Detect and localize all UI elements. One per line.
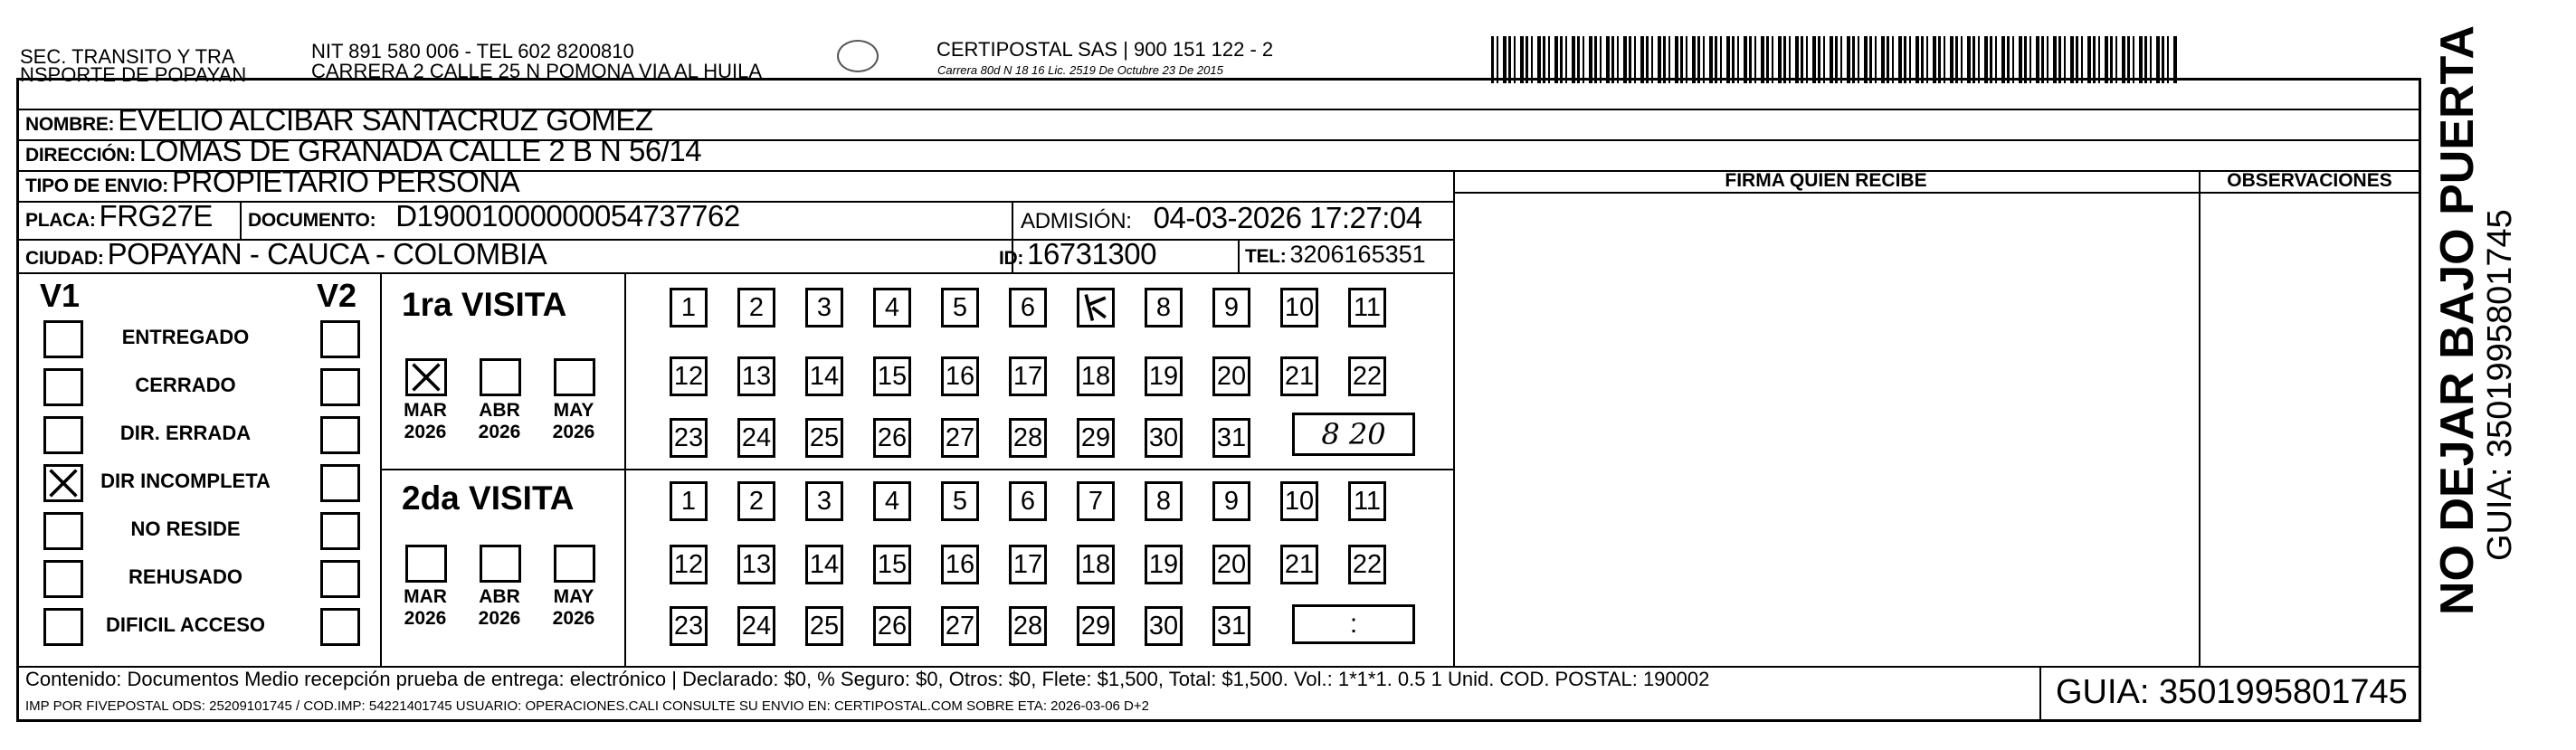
visit2-month-checkbox[interactable] <box>405 545 447 583</box>
visit2-day-box[interactable]: 25 <box>805 606 843 646</box>
status-option-label: DIR. ERRADA <box>119 422 252 444</box>
nombre-value: EVELIO ALCIBAR SANTACRUZ GOMEZ <box>118 103 653 137</box>
visit1-day-box[interactable]: 18 <box>1077 356 1115 396</box>
visit1-day-box[interactable]: 21 <box>1280 356 1318 396</box>
visit1-day-box[interactable]: 23 <box>670 418 708 458</box>
month-name: MAR <box>404 400 447 421</box>
status-option-label: ENTREGADO <box>121 326 250 348</box>
visit1-month-label <box>398 400 452 443</box>
v1-checkbox[interactable] <box>43 320 83 358</box>
id-label: ID: <box>999 248 1024 269</box>
documento-label: DOCUMENTO: <box>248 210 376 231</box>
visit1-title: 1ra VISITA <box>402 286 567 323</box>
status-option-label: REHUSADO <box>128 565 242 588</box>
visit2-day-box[interactable]: 4 <box>873 481 911 521</box>
visit2-day-box[interactable]: 14 <box>805 545 843 584</box>
visit2-title: 2da VISITA <box>402 479 575 517</box>
month-year: 2026 <box>404 608 447 629</box>
row-id <box>999 237 1156 271</box>
documento-value: D19001000000054737762 <box>395 199 740 233</box>
month-year: 2026 <box>478 608 521 629</box>
v2-checkbox[interactable] <box>320 320 360 358</box>
visit1-day-box[interactable]: 29 <box>1077 418 1115 458</box>
v2-checkbox[interactable] <box>320 512 360 550</box>
status-option-label: CERRADO <box>135 374 236 396</box>
row-placa <box>25 199 213 233</box>
side-guia: GUIA: 3501995801745 <box>2481 209 2519 561</box>
visit2-day-box[interactable]: 11 <box>1348 481 1386 521</box>
visit2-time[interactable]: : <box>1292 604 1415 644</box>
placa-value: FRG27E <box>99 199 213 233</box>
visit2-day-box[interactable]: 2 <box>737 481 775 521</box>
visit1-day-box[interactable]: 9 <box>1212 288 1250 328</box>
month-year: 2026 <box>478 422 521 442</box>
address-line: CARRERA 2 CALLE 25 N POMONA VIA AL HUILA <box>311 60 763 82</box>
visit2-month-checkbox[interactable] <box>480 545 521 583</box>
company-name-line1: SEC. TRANSITO Y TRA <box>20 45 235 68</box>
visit2-month-label <box>472 586 527 630</box>
visit1-day-box[interactable]: 22 <box>1348 356 1386 396</box>
visit2-day-box[interactable]: 22 <box>1348 545 1386 584</box>
v2-checkbox[interactable] <box>320 368 360 406</box>
v1-label: V1 <box>40 277 81 314</box>
v2-checkbox[interactable] <box>320 560 360 598</box>
v2-checkbox[interactable] <box>320 416 360 454</box>
month-year: 2026 <box>552 608 595 629</box>
visit2-day-box[interactable]: 12 <box>670 545 708 584</box>
nit-line: NIT 891 580 006 - TEL 602 8200810 <box>311 40 634 62</box>
visit2-day-box[interactable]: 8 <box>1145 481 1183 521</box>
direccion-value: LOMAS DE GRANADA CALLE 2 B N 56/14 <box>138 134 702 167</box>
status-option-label: DIR INCOMPLETA <box>100 470 271 492</box>
month-name: MAR <box>404 586 447 607</box>
ciudad-label: CIUDAD: <box>25 248 104 269</box>
visit1-day-box[interactable]: 4 <box>873 288 911 328</box>
visit1-day-box[interactable]: 19 <box>1145 356 1183 396</box>
day-mark-icon <box>1079 290 1112 325</box>
visit1-day-box[interactable]: 2 <box>737 288 775 328</box>
month-name: ABR <box>479 400 520 421</box>
placa-label: PLACA: <box>25 210 96 231</box>
visit1-day-box[interactable]: 17 <box>1009 356 1047 396</box>
visit2-day-box[interactable]: 9 <box>1212 481 1250 521</box>
visit1-day-box[interactable]: 16 <box>941 356 979 396</box>
visit2-day-box[interactable]: 29 <box>1077 606 1115 646</box>
visit2-day-box[interactable]: 17 <box>1009 545 1047 584</box>
v1-checkbox[interactable] <box>43 560 83 598</box>
row-admision <box>1021 201 1422 235</box>
status-option-label: DIFICIL ACCESO <box>105 613 265 636</box>
visit2-day-box[interactable]: 21 <box>1280 545 1318 584</box>
direccion-label: DIRECCIÓN: <box>25 145 136 166</box>
admision-value: 04-03-2026 17:27:04 <box>1153 201 1422 234</box>
visit1-day-box[interactable]: 31 <box>1212 418 1250 458</box>
visit2-day-box[interactable]: 30 <box>1145 606 1183 646</box>
observaciones-header: OBSERVACIONES <box>2227 170 2392 191</box>
v2-label: V2 <box>317 277 357 314</box>
visit1-month-checkbox[interactable] <box>554 358 595 396</box>
visit2-day-box[interactable]: 18 <box>1077 545 1115 584</box>
visit1-day-box[interactable]: 27 <box>941 418 979 458</box>
visit1-day-box[interactable]: 15 <box>873 356 911 396</box>
v2-checkbox[interactable] <box>320 464 360 502</box>
visit2-day-box[interactable]: 5 <box>941 481 979 521</box>
month-year: 2026 <box>552 422 595 442</box>
row-direccion <box>25 134 701 168</box>
visit2-month-checkbox[interactable] <box>554 545 595 583</box>
row-documento <box>248 199 740 233</box>
v1-checkbox[interactable] <box>43 368 83 406</box>
status-option-label: NO RESIDE <box>130 517 241 540</box>
nombre-label: NOMBRE: <box>25 114 115 135</box>
visit1-day-box[interactable]: 6 <box>1009 288 1047 328</box>
ciudad-value: POPAYAN - CAUCA - COLOMBIA <box>107 237 547 271</box>
license-line: Carrera 80d N 18 16 Lic. 2519 De Octubre 23 De 2015 <box>937 63 1223 77</box>
v1-checkbox[interactable] <box>43 416 83 454</box>
tipo-label: TIPO DE ENVIO: <box>25 176 168 196</box>
side-warning: NO DEJAR BAJO PUERTA <box>2431 24 2484 615</box>
check-x-icon <box>408 361 444 394</box>
visit1-day-box[interactable]: 5 <box>941 288 979 328</box>
visit1-day-box[interactable]: 11 <box>1348 288 1386 328</box>
visit2-day-box[interactable]: 28 <box>1009 606 1047 646</box>
month-year: 2026 <box>404 422 447 442</box>
month-name: MAY <box>553 400 594 421</box>
tel-value: 3206165351 <box>1289 241 1426 268</box>
company-name-line2: NSPORTE DE POPAYAN <box>20 63 247 86</box>
row-tel <box>1245 241 1426 269</box>
visit1-day-box[interactable]: 30 <box>1145 418 1183 458</box>
v2-checkbox[interactable] <box>320 608 360 646</box>
visit1-month-label <box>472 400 527 443</box>
firma-header: FIRMA QUIEN RECIBE <box>1725 170 1927 191</box>
visit1-month-checkbox[interactable] <box>405 358 447 396</box>
v1-checkbox[interactable] <box>43 512 83 550</box>
visit1-day-box[interactable]: 20 <box>1212 356 1250 396</box>
visit1-day-box[interactable]: 3 <box>805 288 843 328</box>
tel-label: TEL: <box>1245 246 1287 267</box>
footer-contenido: Contenido: Documentos Medio recepción prueba de entrega: electrónico | Declarado: $0, % Seguro: $0, Otros: $0, Flete: $1,500, Total: $1,500. Vol.: 1*1*1. 0.5 1 Unid. COD. POSTAL: 190002 <box>25 668 1710 690</box>
visit2-day-box[interactable]: 24 <box>737 606 775 646</box>
visit2-month-label <box>398 586 452 630</box>
visit1-day-box[interactable]: 25 <box>805 418 843 458</box>
barcode <box>1491 36 2179 83</box>
visit2-month-label <box>547 586 601 630</box>
visit2-day-box[interactable]: 3 <box>805 481 843 521</box>
visit2-day-box[interactable]: 7 <box>1077 481 1115 521</box>
check-x-icon <box>46 467 81 499</box>
carrier-line: CERTIPOSTAL SAS | 900 151 122 - 2 <box>936 38 1274 61</box>
visit1-day-box[interactable]: 28 <box>1009 418 1047 458</box>
month-name: MAY <box>553 586 594 607</box>
tipo-value: PROPIETARIO PERSONA <box>172 165 520 198</box>
visit2-day-box[interactable]: 26 <box>873 606 911 646</box>
visit1-day-box[interactable]: 8 <box>1145 288 1183 328</box>
carrier-logo-icon <box>837 40 879 72</box>
row-tipo <box>25 165 519 199</box>
visit2-day-box[interactable]: 20 <box>1212 545 1250 584</box>
visit1-day-box[interactable]: 14 <box>805 356 843 396</box>
visit1-day-box[interactable]: 1 <box>670 288 708 328</box>
visit1-time[interactable]: 8 20 <box>1292 413 1415 456</box>
visit1-day-box[interactable]: 10 <box>1280 288 1318 328</box>
visit2-day-box[interactable]: 6 <box>1009 481 1047 521</box>
visit2-day-box[interactable]: 16 <box>941 545 979 584</box>
visit1-day-box[interactable]: 12 <box>670 356 708 396</box>
visit2-day-box[interactable]: 19 <box>1145 545 1183 584</box>
visit1-day-box[interactable] <box>1077 288 1115 328</box>
row-nombre <box>25 103 653 138</box>
visit2-day-box[interactable]: 27 <box>941 606 979 646</box>
visit2-day-box[interactable]: 15 <box>873 545 911 584</box>
row-ciudad <box>25 237 547 271</box>
visit2-day-box[interactable]: 31 <box>1212 606 1250 646</box>
visit2-day-box[interactable]: 1 <box>670 481 708 521</box>
visit1-day-box[interactable]: 26 <box>873 418 911 458</box>
visit1-day-box[interactable]: 13 <box>737 356 775 396</box>
visit1-month-label <box>547 400 601 443</box>
month-name: ABR <box>479 586 520 607</box>
footer-guia: GUIA: 3501995801745 <box>2056 673 2408 711</box>
visit2-day-box[interactable]: 10 <box>1280 481 1318 521</box>
admision-label: ADMISIÓN: <box>1021 209 1132 233</box>
visit1-day-box[interactable]: 24 <box>737 418 775 458</box>
visit2-day-box[interactable]: 13 <box>737 545 775 584</box>
id-value: 16731300 <box>1027 237 1156 271</box>
v1-checkbox[interactable] <box>43 464 83 502</box>
visit2-day-box[interactable]: 23 <box>670 606 708 646</box>
v1-checkbox[interactable] <box>43 608 83 646</box>
footer-imp: IMP POR FIVEPOSTAL ODS: 25209101745 / COD.IMP: 54221401745 USUARIO: OPERACIONES.CALI CONSULTE SU ENVIO EN: CERTIPOSTAL.COM SOBRE ETA: 2026-03-06 D+2 <box>25 698 1149 714</box>
visit1-month-checkbox[interactable] <box>480 358 521 396</box>
